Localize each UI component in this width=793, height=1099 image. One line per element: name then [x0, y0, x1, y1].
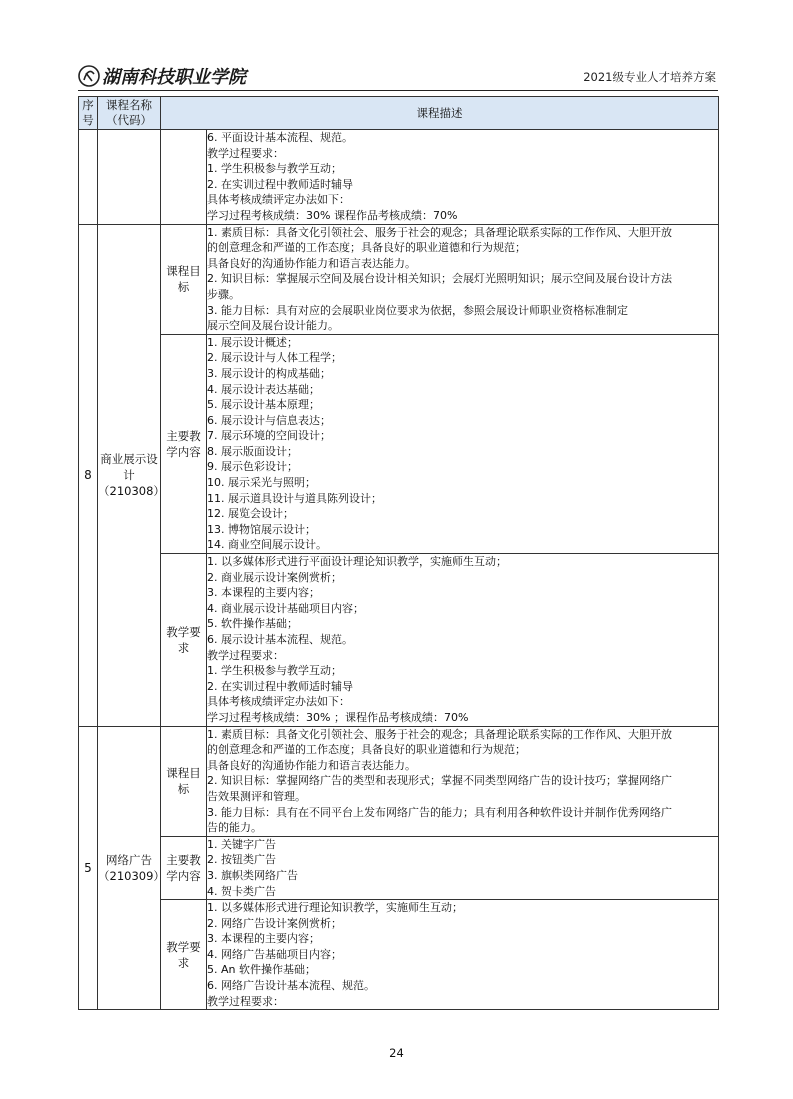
- section-description: [207, 900, 719, 1010]
- continued-description: [207, 130, 719, 225]
- description-line: 教学过程要求：: [207, 648, 284, 662]
- section-description: [207, 726, 719, 836]
- description-line: 教学过程要求：: [207, 994, 284, 1008]
- description-line: 2. 知识目标：掌握网络广告的类型和表现形式；掌握不同类型网络广告的设计技巧；掌握网络广: [207, 774, 672, 788]
- section-label: 课程目标: [161, 224, 207, 334]
- page-header: [78, 62, 718, 91]
- table-body: [79, 130, 719, 1010]
- description-line: 具体考核成绩评定办法如下：: [207, 193, 350, 207]
- page-number: 24: [389, 1046, 404, 1060]
- table-header-row: [79, 97, 719, 130]
- description-line: 的创意理念和严谨的工作态度；具备良好的职业道德和行为规范；: [207, 241, 526, 255]
- section-description: [207, 224, 719, 334]
- svg-text:湖南科技职业学院: 湖南科技职业学院: [102, 67, 246, 88]
- section-description: [207, 836, 719, 899]
- description-line: 3. 展示设计的构成基础；: [207, 366, 331, 380]
- description-line: 5. An 软件操作基础；: [207, 963, 316, 977]
- description-line: 1. 以多媒体形式进行理论知识教学，实施师生互动；: [207, 901, 463, 915]
- description-line: 14. 商业空间展示设计。: [207, 538, 327, 552]
- description-line: 具备良好的沟通协作能力和语言表达能力。: [207, 758, 416, 772]
- description-line: 步骤。: [207, 287, 240, 301]
- continued-index-cell: [79, 130, 98, 225]
- description-line: 4. 展示设计表达基础；: [207, 382, 320, 396]
- description-line: 2. 网络广告设计案例赏析；: [207, 916, 342, 930]
- description-line: 4. 商业展示设计基础项目内容；: [207, 601, 364, 615]
- description-line: 教学过程要求：: [207, 146, 284, 160]
- description-line: 学习过程考核成绩：30% 课程作品考核成绩：70%: [207, 208, 458, 222]
- description-line: 展示空间及展台设计能力。: [207, 319, 339, 333]
- school-logo-mark: [78, 64, 258, 88]
- description-line: 2. 在实训过程中教师适时辅导: [207, 177, 353, 191]
- course-name: 网络广告: [106, 852, 152, 867]
- description-line: 1. 关键字广告: [207, 837, 276, 851]
- description-line: 3. 能力目标：具有对应的会展职业岗位要求为依据，参照会展设计师职业资格标准制定: [207, 303, 628, 317]
- description-line: 1. 学生积极参与教学互动；: [207, 162, 342, 176]
- description-line: 12. 展览会设计；: [207, 507, 294, 521]
- section-label: 教学要求: [161, 554, 207, 727]
- table-row: [79, 836, 719, 899]
- description-line: 6. 平面设计基本流程、规范。: [207, 131, 353, 144]
- document-title: 2021级专业人才培养方案: [583, 70, 716, 84]
- course-name-cell: [98, 224, 165, 726]
- description-line: 2. 按钮类广告: [207, 853, 276, 867]
- description-line: 学习过程考核成绩：30% ；课程作品考核成绩：70%: [207, 710, 469, 724]
- table-row: [79, 554, 719, 727]
- header-index: 序号: [79, 97, 98, 130]
- description-line: 3. 旗帜类网络广告: [207, 868, 298, 882]
- table-row: [79, 334, 719, 553]
- description-line: 2. 展示设计与人体工程学；: [207, 351, 342, 365]
- course-code: （210309）: [98, 868, 165, 883]
- description-line: 9. 展示色彩设计；: [207, 460, 298, 474]
- continued-course-cell: [98, 130, 161, 225]
- description-line: 11. 展示道具设计与道具陈列设计；: [207, 491, 382, 505]
- description-line: 6. 展示设计与信息表达；: [207, 413, 331, 427]
- description-line: 6. 展示设计基本流程、规范。: [207, 633, 353, 646]
- continued-row: [79, 130, 719, 225]
- description-line: 13. 博物馆展示设计；: [207, 522, 316, 536]
- description-line: 4. 贺卡类广告: [207, 884, 276, 898]
- course-index: 5: [79, 726, 98, 1010]
- course-name-cell: [98, 726, 165, 1010]
- description-line: 1. 素质目标：具备文化引领社会、服务于社会的观念；具备理论联系实际的工作作风、大胆开放: [207, 727, 672, 741]
- description-line: 8. 展示版面设计；: [207, 444, 298, 458]
- section-label: 主要教学内容: [161, 836, 207, 899]
- description-line: 5. 软件操作基础；: [207, 617, 298, 631]
- description-line: 1. 学生积极参与教学互动；: [207, 664, 342, 678]
- section-label: 教学要求: [161, 900, 207, 1010]
- header-description: 课程描述: [161, 97, 719, 130]
- course-code: （210308）: [98, 484, 165, 499]
- header-course: 课程名称（代码）: [98, 97, 161, 130]
- description-line: 的创意理念和严谨的工作态度；具备良好的职业道德和行为规范；: [207, 743, 526, 757]
- continued-category-cell: [161, 130, 207, 225]
- description-line: 3. 能力目标：具有在不同平台上发布网络广告的能力；具有利用各种软件设计并制作优秀网络广: [207, 805, 672, 819]
- section-label: 课程目标: [161, 726, 207, 836]
- description-line: 告效果测评和管理。: [207, 789, 306, 803]
- description-line: 6. 网络广告设计基本流程、规范。: [207, 979, 375, 993]
- course-name: 商业展示设计: [100, 452, 158, 483]
- description-line: 10. 展示采光与照明；: [207, 476, 316, 490]
- table-row: [79, 726, 719, 836]
- description-line: 3. 本课程的主要内容；: [207, 932, 320, 946]
- school-logo: [78, 64, 258, 88]
- description-line: 告的能力。: [207, 821, 262, 835]
- description-line: 5. 展示设计基本原理；: [207, 398, 320, 412]
- table-row: [79, 224, 719, 334]
- description-line: 3. 本课程的主要内容；: [207, 586, 320, 600]
- section-description: [207, 334, 719, 553]
- description-line: 2. 商业展示设计案例赏析；: [207, 570, 342, 584]
- description-line: 2. 在实训过程中教师适时辅导: [207, 679, 353, 693]
- description-line: 7. 展示环境的空间设计；: [207, 429, 331, 443]
- description-line: 1. 以多媒体形式进行平面设计理论知识教学，实施师生互动；: [207, 555, 507, 569]
- description-line: 1. 展示设计概述；: [207, 335, 298, 349]
- description-line: 具体考核成绩评定办法如下：: [207, 695, 350, 709]
- course-table: [78, 96, 719, 1010]
- section-description: [207, 554, 719, 727]
- description-line: 4. 网络广告基础项目内容；: [207, 947, 342, 961]
- description-line: 1. 素质目标：具备文化引领社会、服务于社会的观念；具备理论联系实际的工作作风、大胆开放: [207, 225, 672, 239]
- description-line: 具备良好的沟通协作能力和语言表达能力。: [207, 256, 416, 270]
- description-line: 2. 知识目标：掌握展示空间及展台设计相关知识；会展灯光照明知识；展示空间及展台设计方法: [207, 272, 672, 286]
- table-row: [79, 900, 719, 1010]
- course-index: 8: [79, 224, 98, 726]
- section-label: 主要教学内容: [161, 334, 207, 553]
